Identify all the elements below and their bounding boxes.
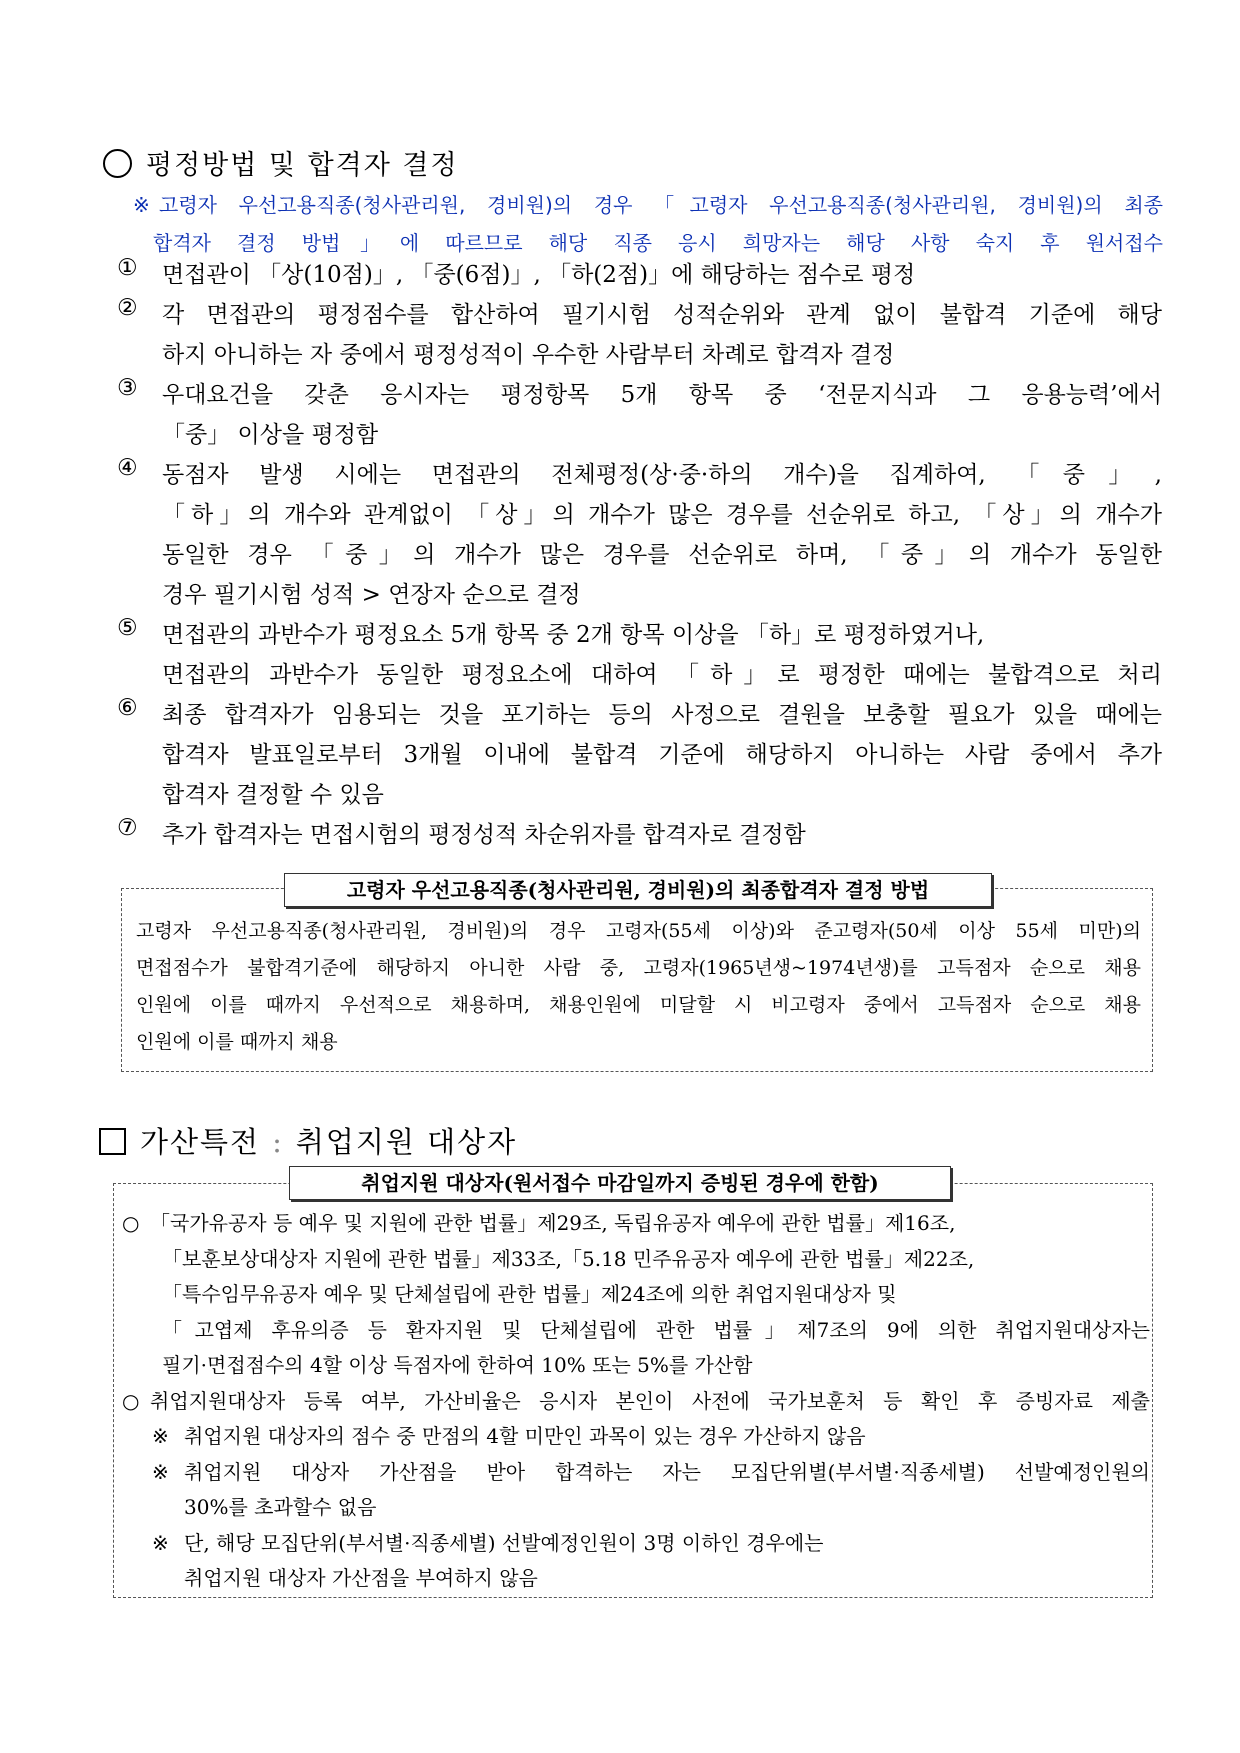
circle-bullet-icon <box>103 149 132 178</box>
list-item: ③ 우대요건을 갖춘 응시자는 평정항목 5개 항목 중 ‘전문지식과 그 응용능력’에서 「중」 이상을 평정함 <box>117 375 1162 448</box>
elderly-method-title: 고령자 우선고용직종(청사관리원, 경비원)의 최종합격자 결정 방법 <box>284 873 992 907</box>
note-item: ※ 취업지원 대상자의 점수 중 만점의 4할 미만인 과목이 있는 경우 가산하지 않음 <box>122 1419 1150 1455</box>
section-heading-bonus: 가산특전 : 취업지원 대상자 <box>99 1120 517 1161</box>
notice-line: ※ 고령자 우선고용직종(청사관리원, 경비원)의 경우 「고령자 우선고용직종(청사관리원, 경비원)의 최종 <box>133 186 1163 224</box>
bullet-paragraph: ○ 「국가유공자 등 예우 및 지원에 관한 법률」제29조, 독립유공자 예우에 관한 법률」제16조, 「보훈보상대상자 지원에 관한 법률」제33조,「5.18 민주유공자 예우에 관한 법률」제22조, 「특수임무유공자 예우 및 단체설립에 관한 법률」제24조에 의한 취업지원대상자 및 「고엽제 후유의증 등 환자지원 및 단체설립에 관한 법률」제7조의 9에 의한 취업지원대상자는 필기·면접점수의 4할 이상 득점자에 한하여 10% 또는 5%를 가산함 <box>122 1206 1150 1384</box>
reference-mark-icon: ※ <box>152 1530 169 1555</box>
circle-bullet-icon: ○ <box>122 1388 140 1413</box>
employment-support-title: 취업지원 대상자(원서접수 마감일까지 증빙된 경우에 한함) <box>289 1166 951 1200</box>
note-item: ※ 단, 해당 모집단위(부서별·직종세별) 선발예정인원이 3명 이하인 경우에는 취업지원 대상자 가산점을 부여하지 않음 <box>122 1526 1150 1597</box>
item-number: ① <box>117 255 138 281</box>
evaluation-items <box>117 255 1162 855</box>
square-bullet-icon <box>99 1128 126 1155</box>
reference-mark-icon: ※ <box>152 1459 169 1484</box>
list-item: ① 면접관이 「상(10점)」, 「중(6점)」, 「하(2점)」에 해당하는 점수로 평정 <box>117 255 916 288</box>
notice-line: 합격자 결정 방법」에 따르므로 해당 직종 응시 희망자는 해당 사항 숙지 후 원서접수 <box>153 231 1163 255</box>
list-item: ⑥ 최종 합격자가 임용되는 것을 포기하는 등의 사정으로 결원을 보충할 필요가 있을 때에는 합격자 발표일로부터 3개월 이내에 불합격 기준에 해당하지 아니하는 사람 중에서 추가 합격자 결정할 수 있음 <box>117 695 1162 808</box>
list-item: ⑤ 면접관의 과반수가 평정요소 5개 항목 중 2개 항목 이상을 「하」로 평정하였거나, 면접관의 과반수가 동일한 평정요소에 대하여 「하」로 평정한 때에는 불합격으로 처리 <box>117 615 1162 688</box>
list-item: ④ 동점자 발생 시에는 면접관의 전체평정(상·중·하의 개수)을 집계하여, 「중」, 「하」의 개수와 관계없이 「상」의 개수가 많은 경우를 선순위로 하고, 「상」의 개수가 동일한 경우 「중」의 개수가 많은 경우를 선순위로 하며, 「중」의 개수가 동일한 경우 필기시험 성적 > 연장자 순으로 결정 <box>117 455 1162 608</box>
employment-support-body <box>122 1206 1150 1597</box>
note-item: ※ 취업지원 대상자 가산점을 받아 합격하는 자는 모집단위별(부서별·직종세별) 선발예정인원의 30%를 초과할수 없음 <box>122 1455 1150 1526</box>
bullet-paragraph: ○ 취업지원대상자 등록 여부, 가산비율은 응시자 본인이 사전에 국가보훈처 등 확인 후 증빙자료 제출 <box>122 1384 1150 1420</box>
item-number: ② <box>117 295 138 321</box>
list-item: ⑦ 추가 합격자는 면접시험의 평정성적 차순위자를 합격자로 결정함 <box>117 815 806 848</box>
elderly-notice <box>133 186 1163 262</box>
heading-separator: : <box>272 1125 284 1159</box>
item-number: ⑤ <box>117 615 138 641</box>
heading-text: 평정방법 및 합격자 결정 <box>146 150 459 181</box>
item-number: ⑦ <box>117 815 138 841</box>
item-number: ③ <box>117 375 138 401</box>
item-number: ④ <box>117 455 138 481</box>
list-item: ② 각 면접관의 평정점수를 합산하여 필기시험 성적순위와 관계 없이 불합격 기준에 해당 하지 아니하는 자 중에서 평정성적이 우수한 사람부터 차례로 합격자 결정 <box>117 295 1162 368</box>
reference-mark-icon: ※ <box>133 193 150 217</box>
section-heading-evaluation <box>103 143 459 182</box>
reference-mark-icon: ※ <box>152 1424 169 1448</box>
item-number: ⑥ <box>117 695 138 721</box>
circle-bullet-icon: ○ <box>122 1211 140 1235</box>
elderly-method-body: 고령자 우선고용직종(청사관리원, 경비원)의 경우 고령자(55세 이상)와 준고령자(50세 이상 55세 미만)의 면접점수가 불합격기준에 해당하지 아니한 사람 중, 고령자(1965년생~1974년생)를 고득점자 순으로 채용 인원에 이를 때까지 우선적으로 채용하며, 채용인원에 미달할 시 비고령자 중에서 고득점자 순으로 채용 인원에 이를 때까지 채용 <box>136 920 1141 1053</box>
